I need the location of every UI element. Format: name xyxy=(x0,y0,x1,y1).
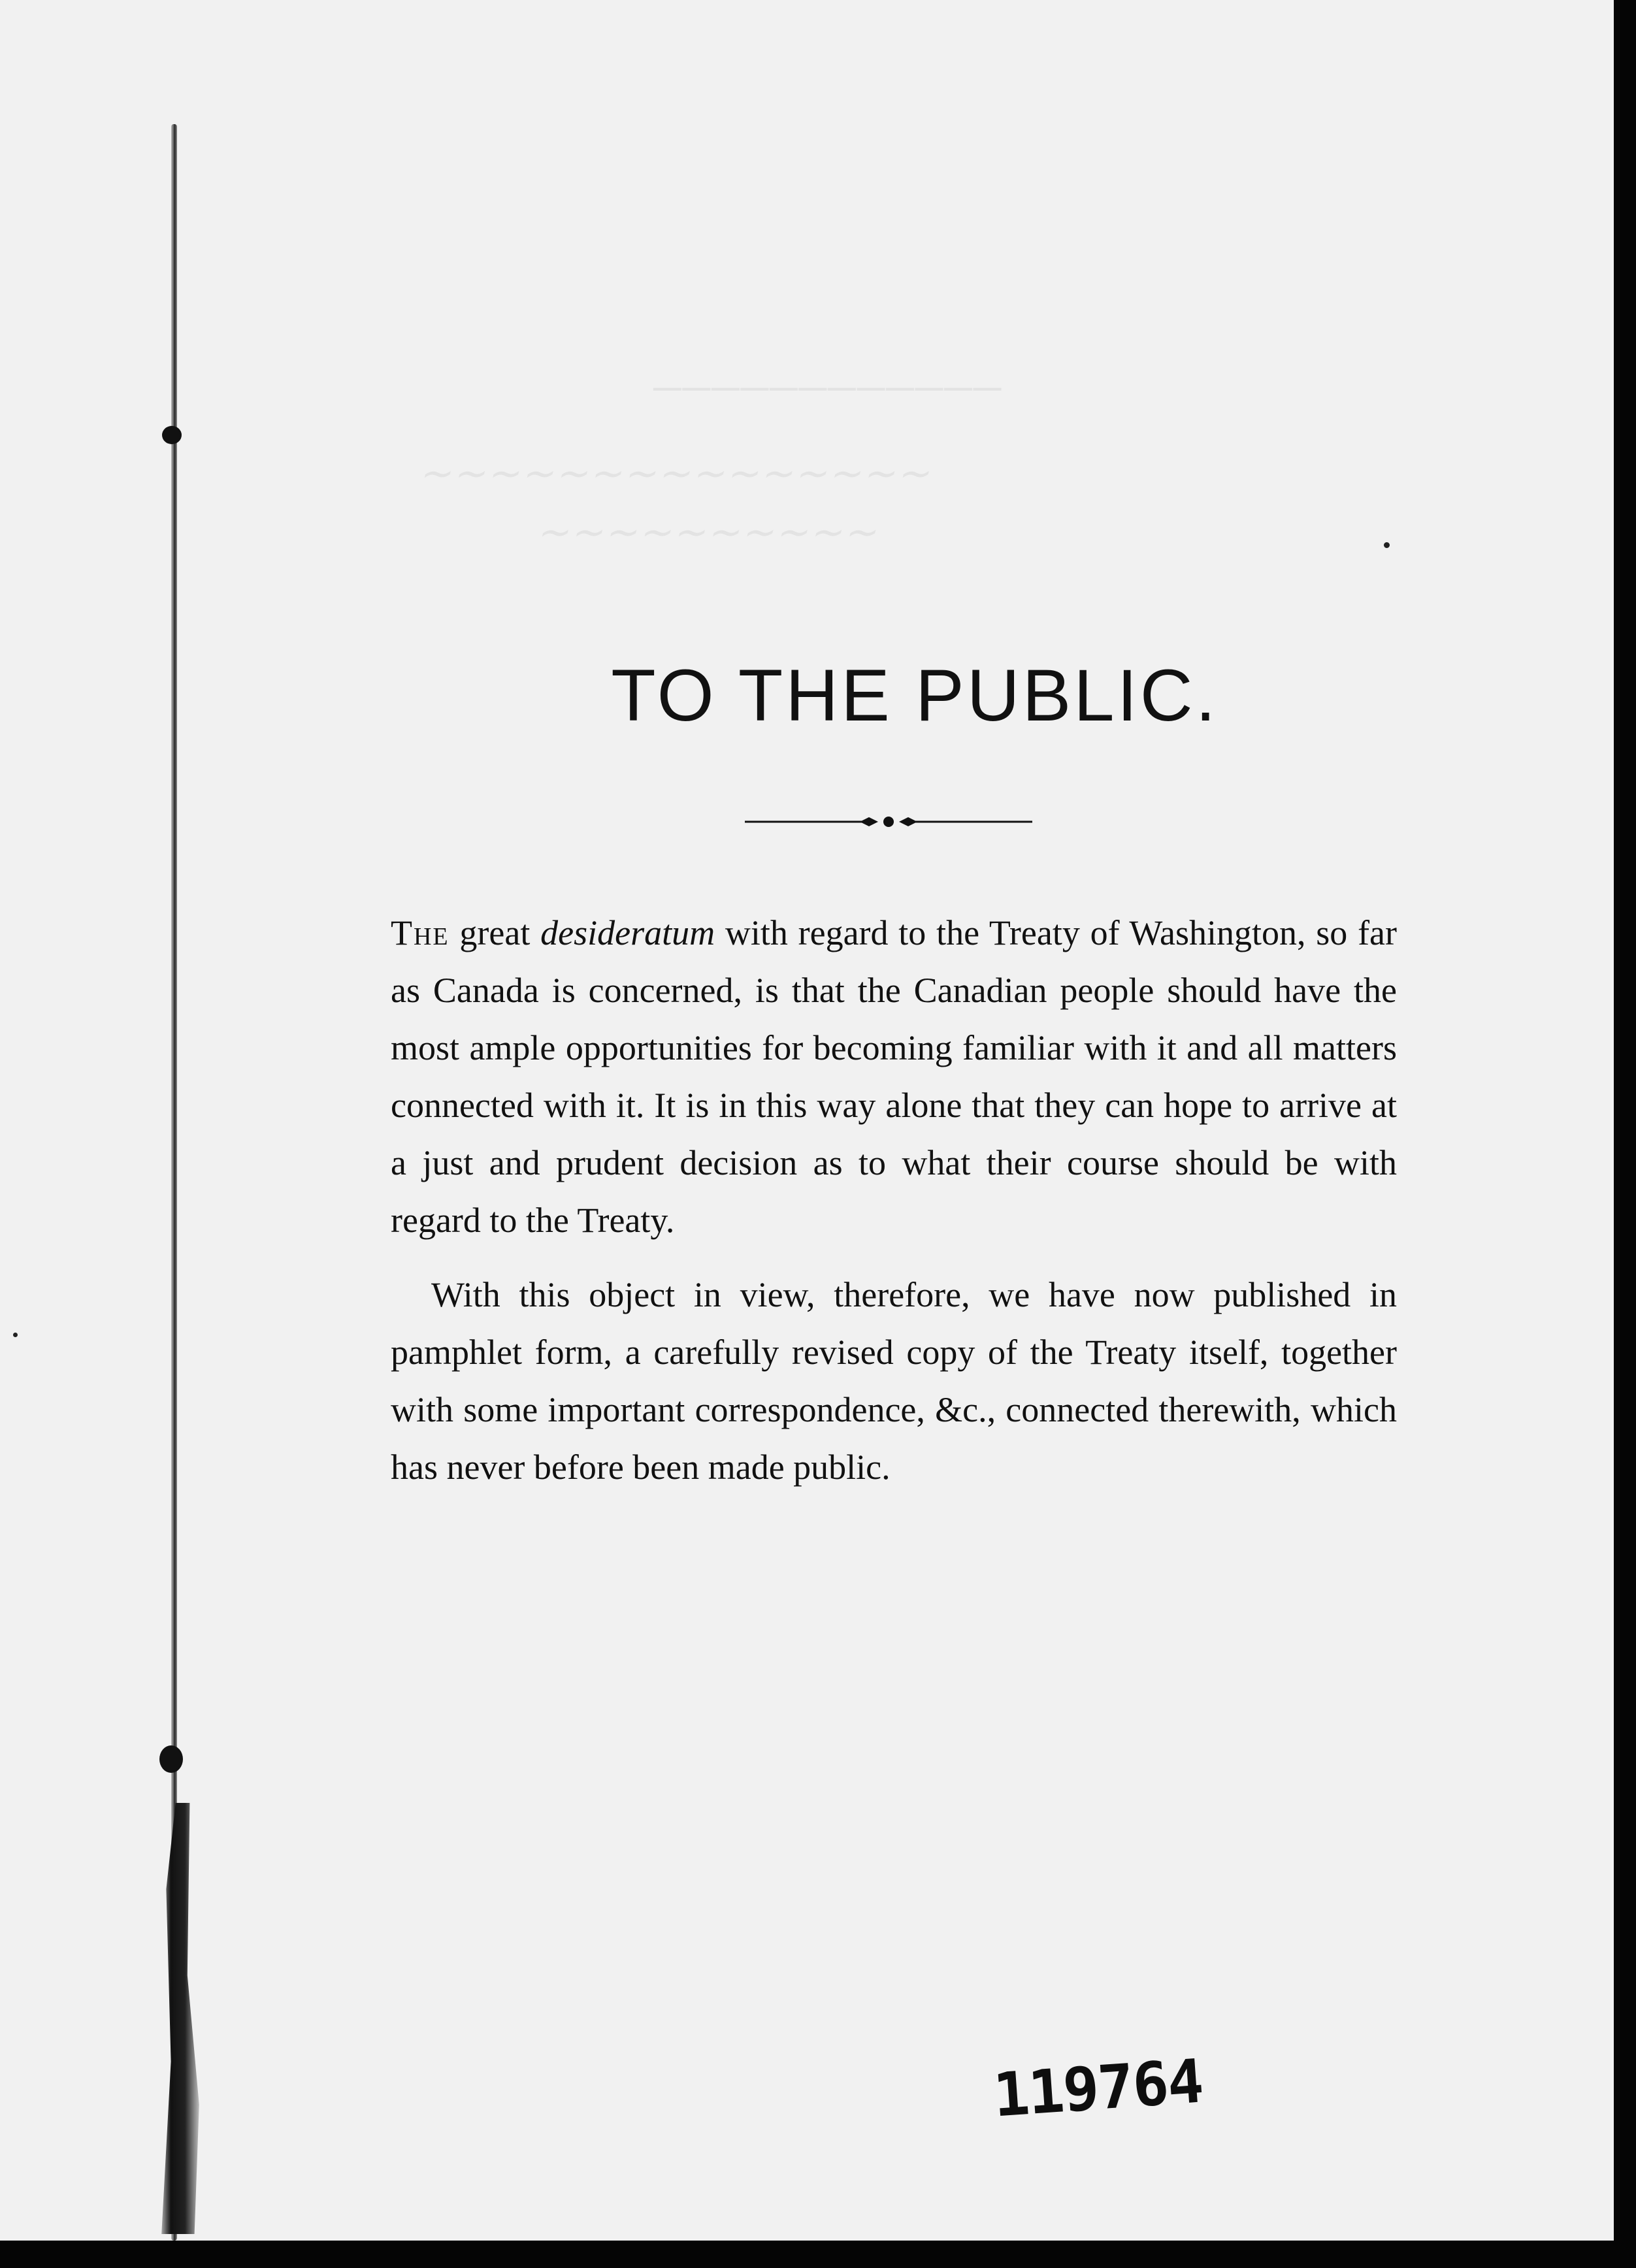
binding-blot xyxy=(162,426,182,444)
binding-blot xyxy=(159,1745,183,1773)
ornament-divider xyxy=(738,809,1039,835)
paragraph-2: With this object in view, therefore, we have now published in pamphlet form, a carefully revised copy of the Treaty itself, together with some important correspondence, &c., connected therewith, which has never before been made public. xyxy=(391,1275,1397,1487)
paragraph-1-text-b: with regard to the Treaty of Washington, so far as Canada is concerned, is that the Canadian people should have the most ample opportunities for becoming familiar with it and all matters connected with it. It is in this way alone that they can hope to arrive at a just and prudent decision as to what their course should be with regard to the Treaty. xyxy=(391,913,1398,1240)
bleed-through-text: ∼∼∼∼∼∼∼∼∼∼∼∼∼∼∼ xyxy=(418,452,931,495)
paragraph-1 xyxy=(391,904,1397,1249)
scan-edge-bottom xyxy=(0,2241,1636,2268)
page-title: TO THE PUBLIC. xyxy=(611,655,1219,736)
paragraph-lead-word: The xyxy=(391,913,450,952)
binding-ink-smear xyxy=(157,1803,204,2234)
ink-speck xyxy=(13,1333,18,1337)
ink-speck xyxy=(1384,542,1390,548)
accession-number-stamp: 119764 xyxy=(990,2046,1205,2131)
paragraph-1-emphasis: desideratum xyxy=(540,913,715,952)
paragraph-1-text-a: great xyxy=(449,913,541,952)
body-text xyxy=(391,904,1397,1496)
bleed-through-text: ∼∼∼∼∼∼∼∼∼∼ xyxy=(536,511,877,554)
scan-edge-right xyxy=(1614,0,1636,2268)
bleed-through-text: ──────────── xyxy=(653,366,1003,410)
